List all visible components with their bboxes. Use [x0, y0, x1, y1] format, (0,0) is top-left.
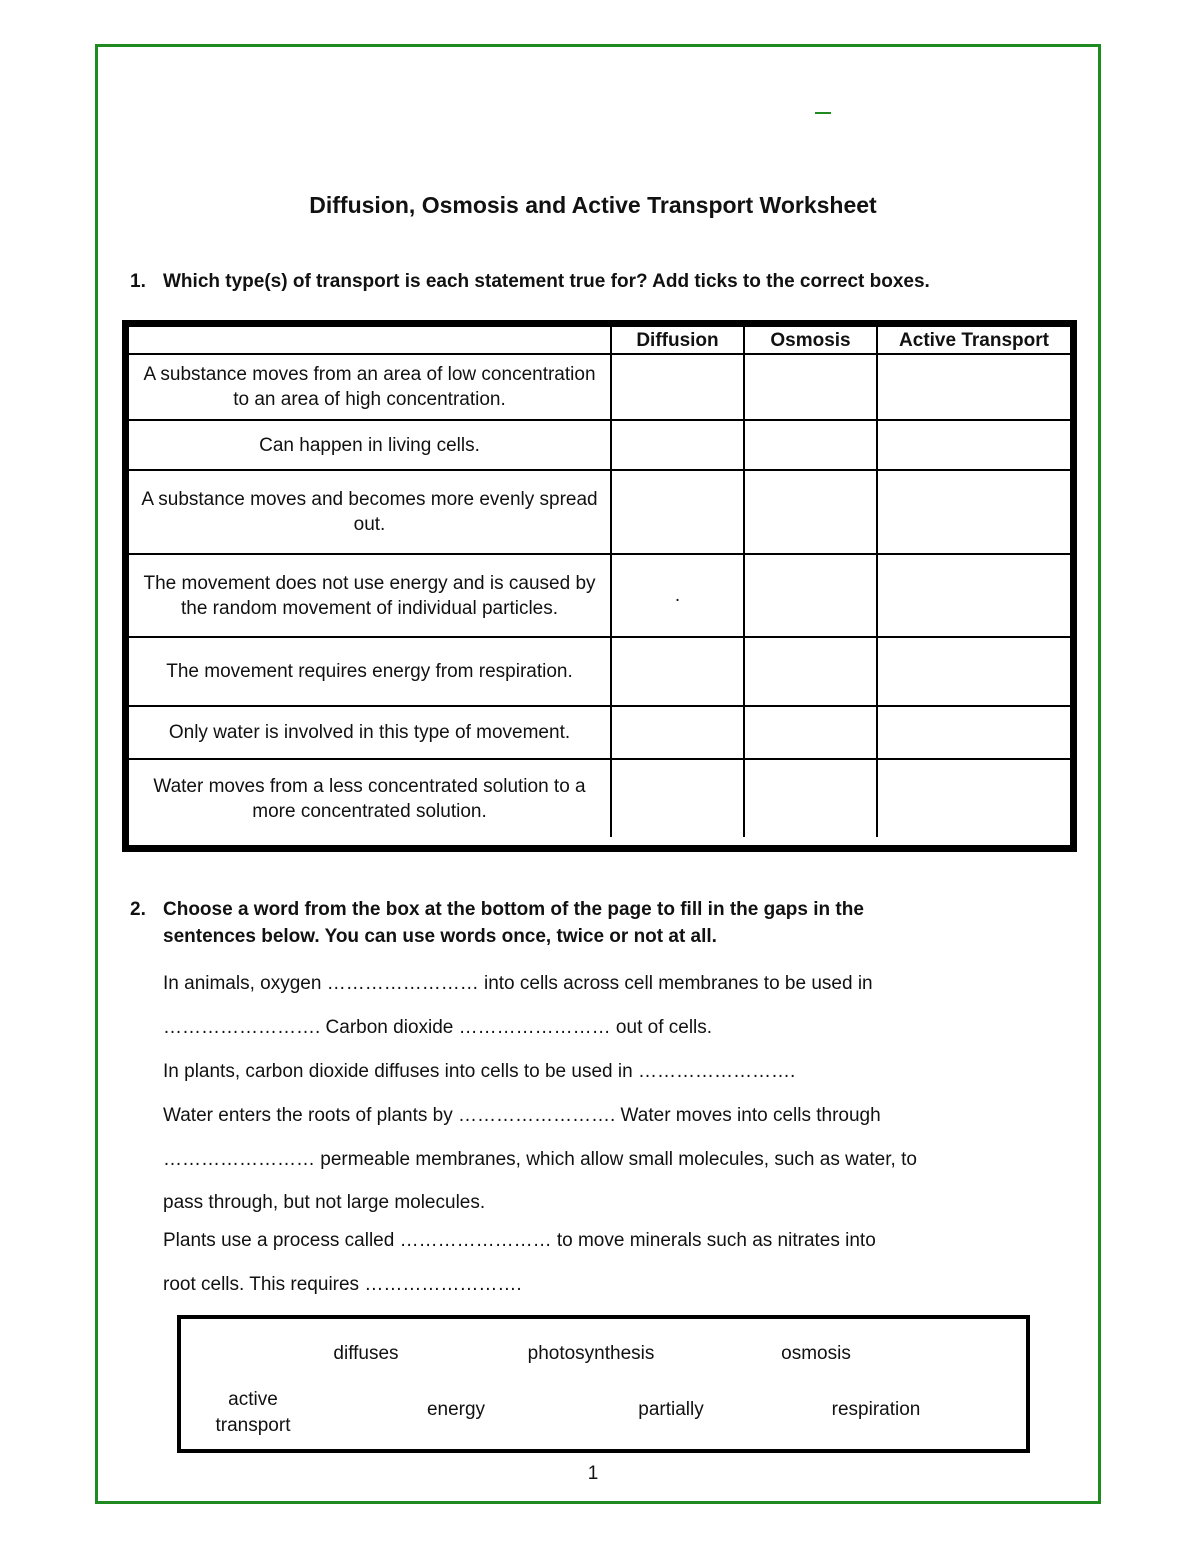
- statement-cell: The movement does not use energy and is caused by the random movement of individual particles.: [129, 554, 611, 637]
- answer-blank[interactable]: ……………………: [399, 1230, 552, 1251]
- answer-blank[interactable]: ……………………: [458, 1105, 610, 1126]
- word-bank-item: energy: [426, 1399, 486, 1420]
- statement-cell: A substance moves and becomes more evenly spread out.: [129, 470, 611, 554]
- answer-blank[interactable]: ……………………: [163, 1017, 315, 1038]
- tick-box-diffusion[interactable]: [611, 637, 744, 706]
- tick-box-diffusion[interactable]: [611, 706, 744, 759]
- tick-box-active-transport[interactable]: [877, 470, 1070, 554]
- tick-box-diffusion[interactable]: [611, 470, 744, 554]
- tick-box-osmosis[interactable]: [744, 354, 877, 420]
- statement-cell: Can happen in living cells.: [129, 420, 611, 470]
- tick-box-active-transport[interactable]: [877, 354, 1070, 420]
- table-row: [129, 554, 1070, 637]
- sentence-line-5: …………………… permeable membranes, which allow small molecules, such as water, to: [163, 1149, 917, 1170]
- statement-cell: A substance moves from an area of low concentration to an area of high concentration.: [129, 354, 611, 420]
- answer-blank[interactable]: ……………………: [637, 1061, 790, 1082]
- tick-box-diffusion[interactable]: [611, 420, 744, 470]
- tick-box-active-transport[interactable]: [877, 420, 1070, 470]
- tick-box-osmosis[interactable]: [744, 420, 877, 470]
- table-row: [129, 470, 1070, 554]
- worksheet-title: Diffusion, Osmosis and Active Transport Worksheet: [309, 192, 877, 218]
- decorative-dash: [815, 112, 831, 114]
- tick-box-osmosis[interactable]: [744, 554, 877, 637]
- tick-box-osmosis[interactable]: [744, 706, 877, 759]
- statement-cell: Water moves from a less concentrated solution to a more concentrated solution.: [129, 759, 611, 837]
- tick-box-osmosis[interactable]: [744, 470, 877, 554]
- answer-blank[interactable]: ……………………: [326, 973, 479, 994]
- word-bank-box: [177, 1315, 1030, 1453]
- word-bank-item: osmosis: [781, 1343, 851, 1364]
- tick-box-diffusion[interactable]: .: [611, 554, 744, 637]
- tick-box-osmosis[interactable]: [744, 637, 877, 706]
- transport-table: [129, 327, 1070, 837]
- answer-blank[interactable]: ……………………: [163, 1149, 315, 1170]
- tick-box-active-transport[interactable]: [877, 759, 1070, 837]
- table-row: [129, 354, 1070, 420]
- word-bank-item: respiration: [831, 1399, 921, 1420]
- table-header-statement: [129, 327, 611, 354]
- tick-box-active-transport[interactable]: [877, 554, 1070, 637]
- table-header-row: [129, 327, 1070, 354]
- answer-blank[interactable]: ……………………: [364, 1274, 517, 1295]
- transport-table-frame: [122, 320, 1077, 852]
- question-1-text: Which type(s) of transport is each statement true for? Add ticks to the correct boxes.: [163, 271, 930, 292]
- question-2-line-2: sentences below. You can use words once, twice or not at all.: [163, 926, 717, 947]
- table-header-osmosis: Osmosis: [744, 327, 877, 354]
- question-1: [130, 271, 930, 293]
- table-header-active-transport: Active Transport: [877, 327, 1070, 354]
- statement-cell: Only water is involved in this type of movement.: [129, 706, 611, 759]
- table-row: [129, 759, 1070, 837]
- sentence-line-2: ……………………. Carbon dioxide …………………… out of cells.: [163, 1017, 713, 1038]
- sentence-line-8: root cells. This requires …………………….: [163, 1274, 522, 1295]
- sentence-line-7: Plants use a process called …………………… to move minerals such as nitrates into: [163, 1230, 876, 1251]
- tick-box-active-transport[interactable]: [877, 706, 1070, 759]
- sentence-line-6: pass through, but not large molecules.: [163, 1192, 486, 1213]
- page-number: 1: [587, 1463, 599, 1484]
- word-bank-item: active transport: [215, 1389, 291, 1436]
- statement-cell: The movement requires energy from respiration.: [129, 637, 611, 706]
- answer-blank[interactable]: ……………………: [458, 1017, 611, 1038]
- question-2-number: 2.: [130, 899, 146, 920]
- table-header-diffusion: Diffusion: [611, 327, 744, 354]
- sentence-line-1: In animals, oxygen …………………… into cells across cell membranes to be used in: [163, 973, 873, 994]
- sentence-line-4: Water enters the roots of plants by ……………………. Water moves into cells through: [163, 1105, 881, 1126]
- question-2-line-1: Choose a word from the box at the bottom of the page to fill in the gaps in the: [163, 899, 864, 920]
- table-row: [129, 706, 1070, 759]
- word-bank-item: diffuses: [333, 1343, 399, 1364]
- tick-box-osmosis[interactable]: [744, 759, 877, 837]
- table-row: [129, 637, 1070, 706]
- table-row: [129, 420, 1070, 470]
- tick-box-diffusion[interactable]: [611, 759, 744, 837]
- tick-box-active-transport[interactable]: [877, 637, 1070, 706]
- tick-box-diffusion[interactable]: [611, 354, 744, 420]
- word-bank-item: partially: [638, 1399, 704, 1420]
- question-1-number: 1.: [130, 271, 146, 292]
- sentence-line-3: In plants, carbon dioxide diffuses into cells to be used in …………………….: [163, 1061, 796, 1082]
- word-bank-item: photosynthesis: [527, 1343, 655, 1364]
- question-2: [130, 896, 1050, 950]
